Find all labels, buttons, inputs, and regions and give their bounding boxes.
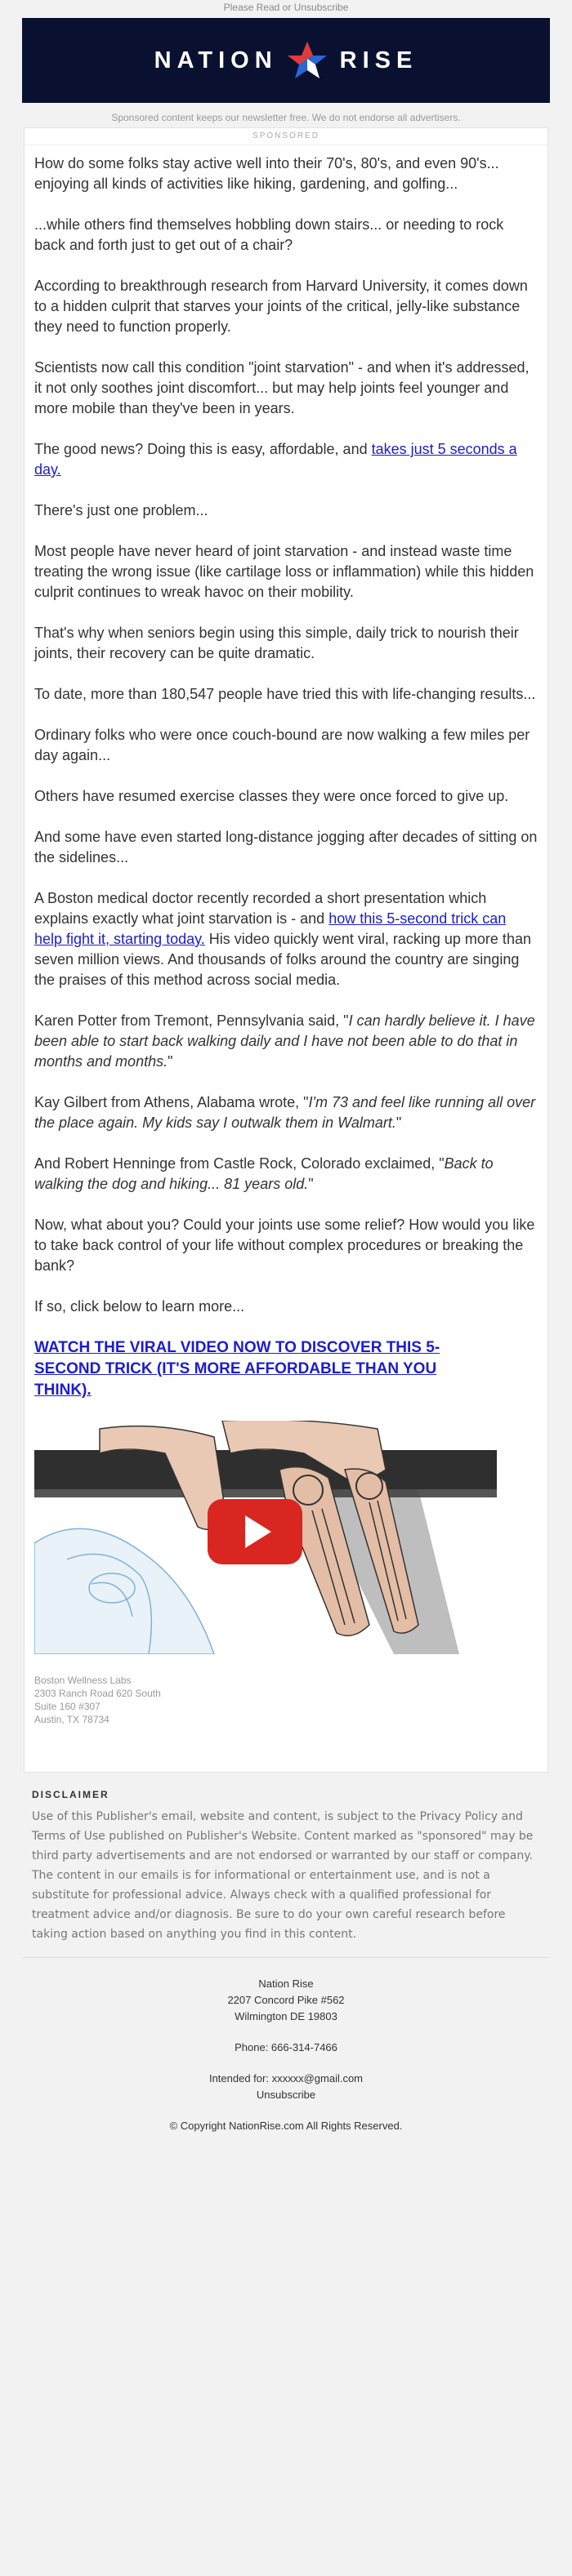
paragraph: Others have resumed exercise classes they were once forced to give up. [34, 788, 509, 804]
sponsor-note: Sponsored content keeps our newsletter free. We do not endorse all advertisers. [0, 103, 572, 127]
preheader [0, 0, 572, 18]
article-body [25, 145, 547, 1772]
trick-link[interactable]: how this 5-second trick can help fight it, starting today. [34, 910, 507, 947]
quote: I'm 73 and feel like running all over the place again. My kids say I outwalk them in Walmart. [34, 1094, 536, 1131]
brand-banner[interactable] [22, 18, 550, 103]
paragraph: ...while others find themselves hobbling down stairs... or needing to rock back and forth just to get out of a chair? [34, 216, 504, 253]
paragraph: To date, more than 180,547 people have tried this with life-changing results... [34, 686, 536, 702]
advertiser-address [34, 1674, 538, 1772]
paragraph: That's why when seniors begin using this simple, daily trick to nourish their joints, their recovery can be quite dramatic. [34, 625, 519, 661]
paragraph: Now, what about you? Could your joints use some relief? How would you like to take back control of your life without complex procedures or breaking the bank? [34, 1217, 535, 1274]
header [22, 18, 550, 103]
sponsored-card [24, 127, 548, 1773]
preheader-text[interactable]: Please Read or Unsubscribe [223, 2, 349, 13]
footer-address: Wilmington DE 19803 [235, 2010, 337, 2022]
quote: I can hardly believe it. I have been able to start back walking daily and I have not been able to do that in months and months. [34, 1012, 535, 1070]
text-span: The good news? Doing this is easy, affordable, and [34, 441, 372, 457]
paragraph: Ordinary folks who were once couch-bound are now walking a few miles per day again... [34, 727, 530, 763]
paragraph: How do some folks stay active well into their 70's, 80's, and even 90's... enjoying all kinds of activities like hiking, gardening, and golfing... [34, 155, 499, 192]
star-logo-icon [286, 39, 328, 82]
paragraph [34, 888, 538, 990]
spacer [0, 2025, 572, 2040]
unsubscribe-link[interactable]: Unsubscribe [256, 2089, 316, 2101]
advertiser-line: Suite 160 #307 [34, 1701, 101, 1712]
disclaimer-text: Use of this Publisher's email, website and content, is subject to the Privacy Policy and Terms of Use published on Publisher's Website. Content marked as "sponsored" may be third party advertisements and are not endorsed or warranted by our staff or company. The content in our emails is for informational or entertainment use, and is not a substitute for professional advice. Always check with a qualified professional for treatment advice and/or diagnosis. Be sure to do your own careful research before taking action based on anything you find in this content. [32, 1810, 534, 1941]
paragraph: According to breakthrough research from Harvard University, it comes down to a hidden culprit that starves your joints of the critical, jelly-like substance they need to function properly. [34, 278, 528, 335]
quote: Back to walking the dog and hiking... 81 years old. [34, 1155, 494, 1192]
footer-company: Nation Rise [258, 1978, 314, 1990]
advertiser-name: Boston Wellness Labs [34, 1675, 132, 1686]
advertiser-line: 2303 Ranch Road 620 South [34, 1688, 161, 1699]
brand-logo [154, 39, 418, 82]
paragraph [34, 439, 538, 480]
advertiser-line: Austin, TX 78734 [34, 1714, 109, 1725]
testimonial [34, 1154, 538, 1195]
text-span: His video quickly went viral, racking up more than seven million views. And thousands of folks around the country are singing the praises of this method across social media. [34, 931, 531, 988]
footer-copyright: © Copyright NationRise.com All Rights Reserved. [169, 2120, 403, 2132]
text-span: And Robert Henninge from Castle Rock, Colorado exclaimed, " [34, 1155, 445, 1172]
disclaimer [22, 1773, 550, 1957]
paragraph: Scientists now call this condition "joint starvation" - and when it's addressed, it not only soothes joint discomfort... but may help joints feel younger and more mobile than they've been in years. [34, 359, 530, 416]
spacer [0, 2056, 572, 2071]
brand-word-right: RISE [339, 47, 418, 73]
text-span: A Boston medical doctor recently recorded a short presentation which explains exactly what joint starvation is - and [34, 890, 487, 927]
play-icon[interactable] [208, 1499, 302, 1564]
paragraph: There's just one problem... [34, 502, 208, 518]
text-span: " [308, 1176, 314, 1192]
brand-word-left: NATION [154, 47, 278, 73]
footer-phone: Phone: 666-314-7466 [235, 2041, 337, 2053]
text-span: " [168, 1053, 173, 1070]
text-span: Karen Potter from Tremont, Pennsylvania said, " [34, 1012, 349, 1029]
testimonial [34, 1011, 538, 1072]
watch-video-cta-link[interactable]: WATCH THE VIRAL VIDEO NOW TO DISCOVER THIS 5-SECOND TRICK (IT'S MORE AFFORDABLE THAN YOU THINK). [34, 1339, 440, 1399]
footer-intended: Intended for: xxxxxx@gmail.com [208, 2072, 364, 2084]
sponsored-label: SPONSORED [25, 128, 547, 145]
footer-address: 2207 Concord Pike #562 [227, 1994, 345, 2006]
paragraph: If so, click below to learn more... [34, 1298, 245, 1315]
text-span: Kay Gilbert from Athens, Alabama wrote, " [34, 1094, 309, 1110]
spacer [0, 2103, 572, 2118]
testimonial [34, 1092, 538, 1133]
video-thumbnail[interactable] [34, 1421, 497, 1654]
footer [0, 1958, 572, 2134]
text-span: " [395, 1114, 402, 1131]
paragraph: And some have even started long-distance jogging after decades of sitting on the sidelines... [34, 829, 538, 865]
paragraph: Most people have never heard of joint starvation - and instead waste time treating the wrong issue (like cartilage loss or inflammation) while this hidden culprit continues to wreak havoc on their mobility. [34, 543, 534, 600]
five-seconds-link[interactable]: takes just 5 seconds a day. [34, 441, 517, 478]
disclaimer-title: DISCLAIMER [32, 1789, 109, 1800]
